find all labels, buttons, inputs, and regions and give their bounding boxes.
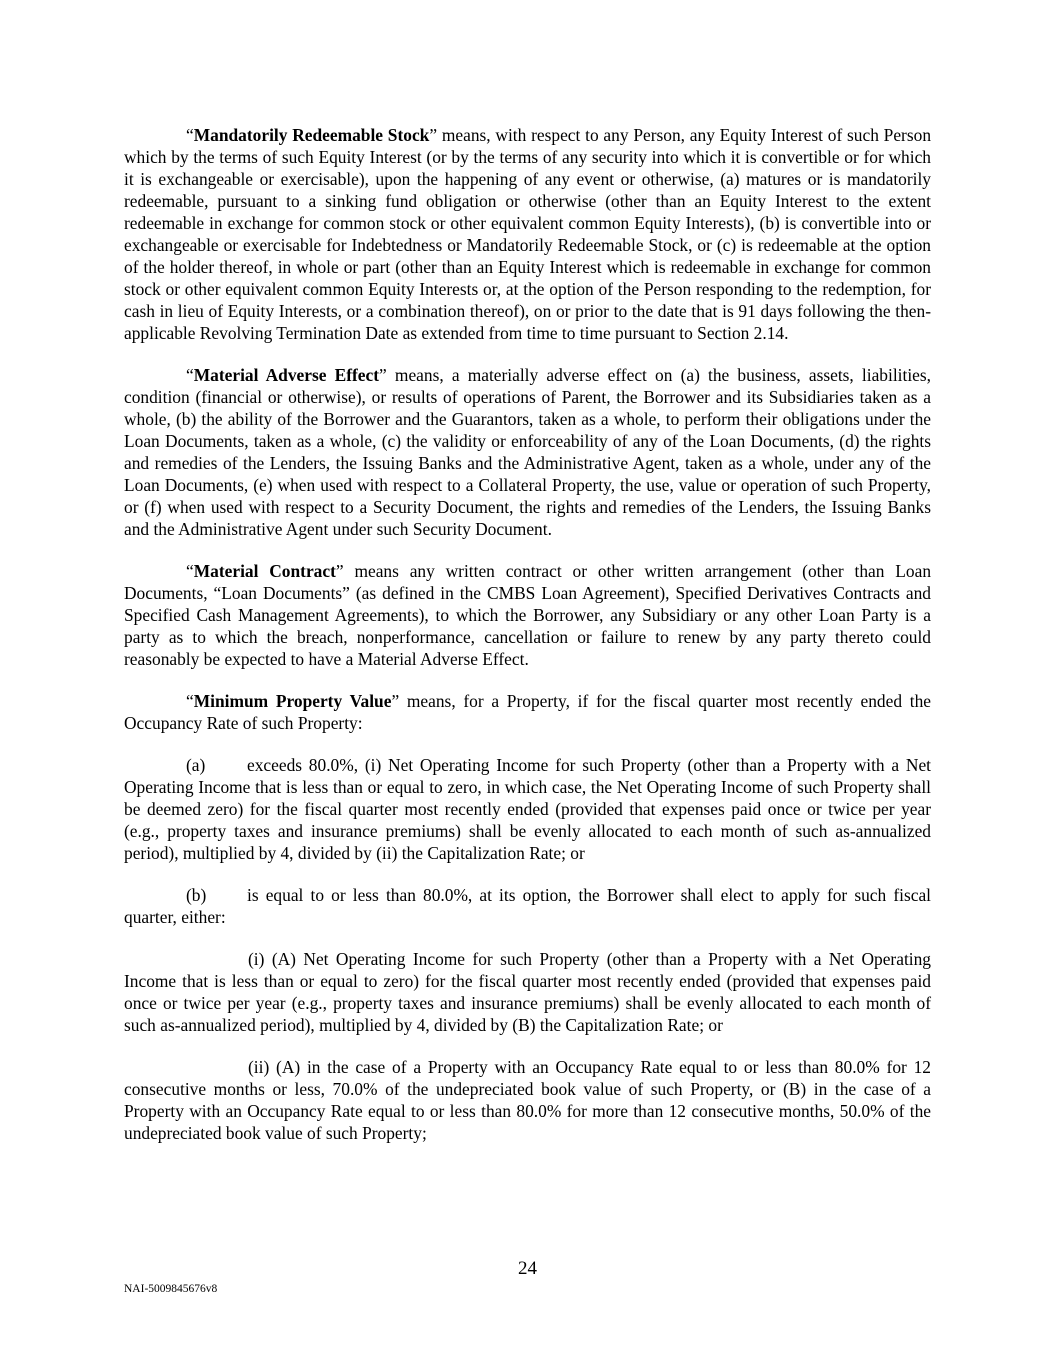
definition-text: ” means, a materially adverse effect on (a) the business, assets, liabilities, condition (financial or otherwise), or results of operations of Parent, the Borrower and its Subsidiaries taken as a whole, (b) the ability of the Borrower and the Guarantors, taken as a whole, to perform their obligations under the Loan Documents, taken as a whole, (c) the validity or enforceability of any of the Loan Documents, (d) the rights and remedies of the Lenders, the Issuing Banks and the Administrative Agent, taken as a whole, under any of the Loan Documents, (e) when used with respect to a Collateral Property, the use, value or operation of such Property, or (f) when used with respect to a Security Document, the rights and remedies of the Lenders, the Issuing Banks and the Administrative Agent under such Security Document.: [124, 365, 931, 539]
subclause-i: (i) (A) Net Operating Income for such Property (other than a Property with a Net Operating Income that is less than or equal to zero) for the fiscal quarter most recently ended (provided that expenses paid once or twice per year (e.g., property taxes and insurance premiums) shall be evenly allocated to each month of such as-annualized period), multiplied by 4, divided by (B) the Capitalization Rate; or: [124, 949, 931, 1035]
definition-text: ” means, with respect to any Person, any Equity Interest of such Person which by the terms of such Equity Interest (or by the terms of any security into which it is convertible or for which it is exchangeable or exercisable), upon the happening of any event or otherwise, (a) matures or is mandatorily redeemable, pursuant to a sinking fund obligation or otherwise (other than an Equity Interest to the extent redeemable in exchange for common stock or other equivalent common Equity Interests), (b) is convertible into or exchangeable or exercisable for Indebtedness or Mandatorily Redeemable Stock, or (c) is redeemable at the option of the holder thereof, in whole or part (other than an Equity Interest which is redeemable in exchange for common stock or other equivalent common Equity Interests or, at the option of the Person responding to the redemption, for cash in lieu of Equity Interests, or a combination thereof), on or prior to the date that is 91 days following the then-applicable Revolving Termination Date as extended from time to time pursuant to Section 2.14.: [124, 125, 932, 343]
definition-text: ” means, for a Property, if for the fiscal quarter most recently ended the Occupancy Rate of such Property:: [124, 691, 931, 733]
definition-text: ” means any written contract or other written arrangement (other than Loan Documents, “Loan Documents” (as defined in the CMBS Loan Agreement), Specified Derivatives Contracts and Specified Cash Management Agreements), to which the Borrower, any Subsidiary or any other Loan Party is a party as to which the breach, nonperformance, cancellation or failure to renew by any party thereto could reasonably be expected to have a Material Adverse Effect.: [124, 561, 932, 669]
clause-text: is equal to or less than 80.0%, at its option, the Borrower shall elect to apply for such fiscal quarter, either:: [124, 885, 931, 927]
clause-b: [124, 884, 931, 928]
page-number: 24: [518, 1258, 537, 1279]
definition-mandatorily-redeemable-stock: “Mandatorily Redeemable Stock” means, with respect to any Person, any Equity Interest of such Person which by the terms of such Equity Interest (or by the terms of any security into which it is convertible or for which it is exchangeable or exercisable), upon the happening of any event or otherwise, (a) matures or is mandatorily redeemable, pursuant to a sinking fund obligation or otherwise (other than an Equity Interest to the extent redeemable in exchange for common stock or other equivalent common Equity Interests), (b) is convertible into or exchangeable or exercisable for Indebtedness or Mandatorily Redeemable Stock, or (c) is redeemable at the option of the holder thereof, in whole or part (other than an Equity Interest which is redeemable in exchange for common stock or other equivalent common Equity Interests or, at the option of the Person responding to the redemption, for cash in lieu of Equity Interests, or a combination thereof), on or prior to the date that is 91 days following the then-applicable Revolving Termination Date as extended from time to time pursuant to Section 2.14.: [124, 125, 932, 343]
defined-term: Mandatorily Redeemable Stock: [193, 125, 430, 145]
defined-term: Minimum Property Value: [193, 691, 392, 711]
document-body: [124, 124, 931, 1164]
defined-term: Material Contract: [193, 561, 336, 581]
subclause-ii: (ii) (A) in the case of a Property with an Occupancy Rate equal to or less than 80.0% for 12 consecutive months or less, 70.0% of the undepreciated book value of such Property, or (B) in the case of a Property with an Occupancy Rate equal to or less than 80.0% for more than 12 consecutive months, 50.0% of the undepreciated book value of such Property;: [124, 1057, 931, 1143]
clause-label: (b): [186, 885, 207, 905]
defined-term: Material Adverse Effect: [193, 365, 380, 385]
document-id: NAI-5009845676v8: [124, 1283, 218, 1295]
definition-material-contract: “Material Contract” means any written contract or other written arrangement (other than Loan Documents, “Loan Documents” (as defined in the CMBS Loan Agreement), Specified Derivatives Contracts and Specified Cash Management Agreements), to which the Borrower, any Subsidiary or any other Loan Party is a party as to which the breach, nonperformance, cancellation or failure to renew by any party thereto could reasonably be expected to have a Material Adverse Effect.: [124, 561, 932, 669]
clause-label: (a): [186, 755, 206, 775]
definition-minimum-property-value: “Minimum Property Value” means, for a Property, if for the fiscal quarter most recently ended the Occupancy Rate of such Property:: [124, 691, 931, 733]
definition-material-adverse-effect: “Material Adverse Effect” means, a materially adverse effect on (a) the business, assets, liabilities, condition (financial or otherwise), or results of operations of Parent, the Borrower and its Subsidiaries taken as a whole, (b) the ability of the Borrower and the Guarantors, taken as a whole, to perform their obligations under the Loan Documents, taken as a whole, (c) the validity or enforceability of any of the Loan Documents, (d) the rights and remedies of the Lenders, the Issuing Banks and the Administrative Agent, taken as a whole, under any of the Loan Documents, (e) when used with respect to a Collateral Property, the use, value or operation of such Property, or (f) when used with respect to a Security Document, the rights and remedies of the Lenders, the Issuing Banks and the Administrative Agent under such Security Document.: [124, 365, 931, 539]
clause-a: [124, 754, 931, 864]
clause-text: exceeds 80.0%, (i) Net Operating Income for such Property (other than a Property with a Net Operating Income that is less than or equal to zero, in which case, the Net Operating Income of such Property shall be deemed zero) for the fiscal quarter most recently ended (provided that expenses paid once or twice per year (e.g., property taxes and insurance premiums) shall be evenly allocated to each month of such as-annualized period), multiplied by 4, divided by (ii) the Capitalization Rate; or: [124, 755, 931, 863]
